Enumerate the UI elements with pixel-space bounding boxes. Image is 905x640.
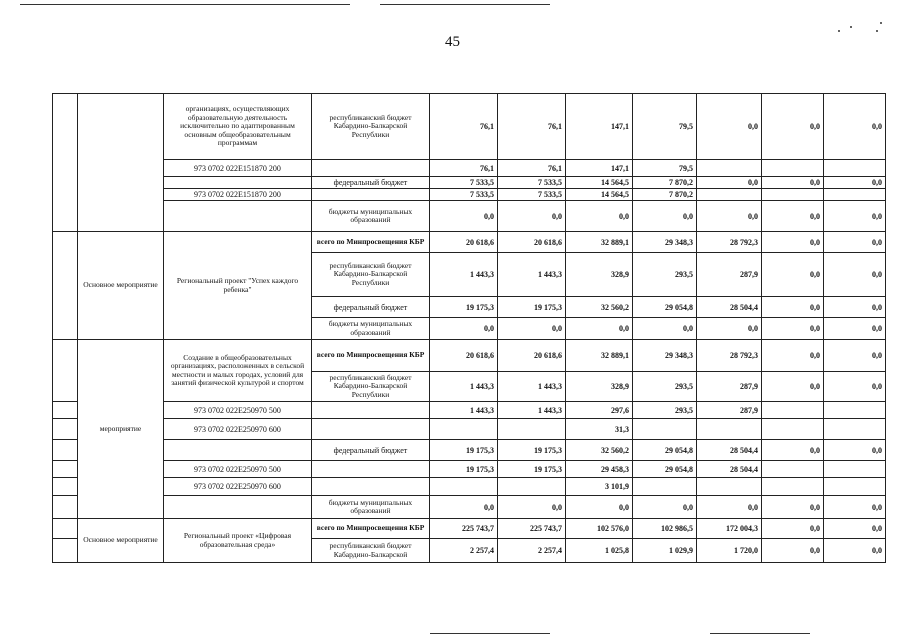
scan-speck: [850, 26, 852, 28]
value-cell: 0,0: [824, 340, 886, 372]
value-cell: [762, 402, 824, 419]
value-cell: [824, 419, 886, 440]
value-cell: 0,0: [824, 94, 886, 160]
value-cell: 1 443,3: [430, 402, 498, 419]
scan-line-bottom-mid: [430, 633, 550, 634]
value-cell: 20 618,6: [498, 340, 566, 372]
scan-speck: [838, 30, 840, 32]
status-cell: Основное мероприятие: [78, 232, 164, 340]
value-cell: 19 175,3: [430, 297, 498, 318]
value-cell: 0,0: [762, 232, 824, 253]
description-cell: Региональный проект "Успех каждого ребенка": [164, 232, 312, 340]
value-cell: 0,0: [566, 496, 633, 519]
value-cell: 328,9: [566, 253, 633, 297]
value-cell: [762, 478, 824, 496]
status-cell: мероприятие: [78, 340, 164, 519]
scan-line-bottom-right: [710, 633, 810, 634]
value-cell: 0,0: [762, 253, 824, 297]
funding-source-cell: республиканский бюджет Кабардино-Балкарской: [312, 539, 430, 563]
value-cell: 0,0: [633, 201, 697, 232]
funding-source-cell: федеральный бюджет: [312, 177, 430, 189]
funding-source-cell: федеральный бюджет: [312, 297, 430, 318]
value-cell: 0,0: [824, 253, 886, 297]
value-cell: 1 443,3: [430, 372, 498, 402]
value-cell: 14 564,5: [566, 189, 633, 201]
table-row: [53, 519, 886, 539]
value-cell: 29 054,8: [633, 297, 697, 318]
row-number-cell: [53, 94, 78, 232]
value-cell: 76,1: [498, 160, 566, 177]
value-cell: 0,0: [824, 440, 886, 461]
row-number-cell: [53, 419, 78, 440]
status-cell: [78, 94, 164, 232]
table-row: [53, 189, 886, 201]
value-cell: 20 618,6: [498, 232, 566, 253]
row-number-cell: [53, 496, 78, 519]
funding-source-cell: [312, 402, 430, 419]
value-cell: 28 504,4: [697, 461, 762, 478]
value-cell: 29 054,8: [633, 440, 697, 461]
value-cell: 0,0: [824, 496, 886, 519]
table-row: [53, 177, 886, 189]
value-cell: 328,9: [566, 372, 633, 402]
scan-line-top-left: [20, 4, 350, 5]
value-cell: 1 443,3: [498, 372, 566, 402]
funding-source-cell: республиканский бюджет Кабардино-Балкарской Республики: [312, 253, 430, 297]
value-cell: 19 175,3: [430, 461, 498, 478]
funding-source-cell: бюджеты муниципальных образований: [312, 201, 430, 232]
value-cell: 14 564,5: [566, 177, 633, 189]
value-cell: 0,0: [697, 496, 762, 519]
budget-code-cell: 973 0702 022E151870 200: [164, 189, 312, 201]
value-cell: 225 743,7: [430, 519, 498, 539]
value-cell: 225 743,7: [498, 519, 566, 539]
funding-source-cell: [312, 160, 430, 177]
value-cell: 297,6: [566, 402, 633, 419]
value-cell: 0,0: [762, 94, 824, 160]
funding-source-cell: всего по Минпросвещения КБР: [312, 232, 430, 253]
status-cell: Основное мероприятие: [78, 519, 164, 563]
budget-code-cell: 973 0702 022E250970 600: [164, 478, 312, 496]
value-cell: 0,0: [762, 440, 824, 461]
table-row: [53, 478, 886, 496]
value-cell: 28 504,4: [697, 440, 762, 461]
value-cell: 79,5: [633, 160, 697, 177]
funding-source-cell: бюджеты муниципальных образований: [312, 318, 430, 340]
value-cell: 29 348,3: [633, 340, 697, 372]
value-cell: [430, 419, 498, 440]
value-cell: [762, 189, 824, 201]
value-cell: 7 870,2: [633, 189, 697, 201]
value-cell: 20 618,6: [430, 232, 498, 253]
value-cell: 0,0: [566, 201, 633, 232]
value-cell: 293,5: [633, 253, 697, 297]
value-cell: 0,0: [430, 318, 498, 340]
value-cell: 1 443,3: [498, 402, 566, 419]
funding-source-cell: [312, 478, 430, 496]
scan-line-top-right: [380, 4, 550, 5]
value-cell: 0,0: [762, 177, 824, 189]
value-cell: 0,0: [762, 496, 824, 519]
value-cell: 28 792,3: [697, 340, 762, 372]
value-cell: 29 348,3: [633, 232, 697, 253]
value-cell: [697, 189, 762, 201]
value-cell: 31,3: [566, 419, 633, 440]
row-number-cell: [53, 232, 78, 340]
table-row: [53, 340, 886, 372]
value-cell: 0,0: [697, 201, 762, 232]
value-cell: 76,1: [430, 160, 498, 177]
value-cell: 32 560,2: [566, 440, 633, 461]
value-cell: 7 533,5: [430, 177, 498, 189]
value-cell: 2 257,4: [430, 539, 498, 563]
value-cell: 19 175,3: [498, 297, 566, 318]
description-cell: [164, 177, 312, 189]
funding-source-cell: республиканский бюджет Кабардино-Балкарской Республики: [312, 94, 430, 160]
value-cell: 32 560,2: [566, 297, 633, 318]
value-cell: [633, 478, 697, 496]
page-number: 45: [445, 34, 460, 50]
scan-speck: [876, 30, 878, 32]
value-cell: 287,9: [697, 372, 762, 402]
value-cell: 0,0: [824, 201, 886, 232]
value-cell: 19 175,3: [498, 461, 566, 478]
value-cell: 0,0: [762, 372, 824, 402]
description-cell: [164, 496, 312, 519]
value-cell: 1 025,8: [566, 539, 633, 563]
value-cell: [697, 160, 762, 177]
table-row: [53, 201, 886, 232]
value-cell: 0,0: [824, 519, 886, 539]
value-cell: 28 504,4: [697, 297, 762, 318]
row-number-cell: [53, 402, 78, 419]
value-cell: 0,0: [697, 94, 762, 160]
value-cell: 0,0: [824, 177, 886, 189]
value-cell: 79,5: [633, 94, 697, 160]
description-cell: Создание в общеобразовательных организациях, расположенных в сельской местности и малых городах, условий для занятий физической культурой и спортом: [164, 340, 312, 402]
value-cell: 29 054,8: [633, 461, 697, 478]
value-cell: 1 443,3: [430, 253, 498, 297]
value-cell: 0,0: [498, 201, 566, 232]
description-cell: Региональный проект «Цифровая образовательная среда»: [164, 519, 312, 563]
value-cell: [697, 478, 762, 496]
funding-source-cell: всего по Минпросвещения КБР: [312, 519, 430, 539]
budget-code-cell: 973 0702 022E250970 500: [164, 461, 312, 478]
description-cell: [164, 201, 312, 232]
value-cell: 0,0: [566, 318, 633, 340]
value-cell: 7 870,2: [633, 177, 697, 189]
value-cell: 1 443,3: [498, 253, 566, 297]
value-cell: 287,9: [697, 402, 762, 419]
value-cell: [824, 189, 886, 201]
value-cell: 0,0: [824, 232, 886, 253]
budget-code-cell: 973 0702 022E250970 500: [164, 402, 312, 419]
value-cell: 0,0: [762, 201, 824, 232]
value-cell: 0,0: [824, 372, 886, 402]
value-cell: 0,0: [824, 318, 886, 340]
value-cell: 0,0: [824, 297, 886, 318]
funding-source-cell: [312, 461, 430, 478]
value-cell: 0,0: [824, 539, 886, 563]
value-cell: 7 533,5: [430, 189, 498, 201]
table-row: [53, 461, 886, 478]
value-cell: 0,0: [762, 297, 824, 318]
value-cell: 0,0: [633, 318, 697, 340]
value-cell: 2 257,4: [498, 539, 566, 563]
row-number-cell: [53, 440, 78, 461]
budget-code-cell: 973 0702 022E151870 200: [164, 160, 312, 177]
row-number-cell: [53, 539, 78, 563]
funding-source-cell: федеральный бюджет: [312, 440, 430, 461]
value-cell: [762, 160, 824, 177]
value-cell: [498, 478, 566, 496]
description-cell: организациях, осуществляющих образовательную деятельность исключительно по адаптированным основным общеобразовательным программам: [164, 94, 312, 160]
scan-speck: [880, 22, 882, 24]
value-cell: 0,0: [430, 201, 498, 232]
table-row: [53, 440, 886, 461]
value-cell: [697, 419, 762, 440]
table-row: [53, 402, 886, 419]
value-cell: [762, 419, 824, 440]
value-cell: 32 889,1: [566, 232, 633, 253]
value-cell: 7 533,5: [498, 189, 566, 201]
budget-table: [52, 93, 886, 563]
description-cell: [164, 440, 312, 461]
funding-source-cell: бюджеты муниципальных образований: [312, 496, 430, 519]
value-cell: 76,1: [498, 94, 566, 160]
value-cell: 20 618,6: [430, 340, 498, 372]
value-cell: 0,0: [697, 177, 762, 189]
value-cell: [824, 160, 886, 177]
value-cell: [633, 419, 697, 440]
value-cell: 1 720,0: [697, 539, 762, 563]
value-cell: 0,0: [697, 318, 762, 340]
funding-source-cell: [312, 189, 430, 201]
table-row: [53, 419, 886, 440]
value-cell: [824, 478, 886, 496]
table-row: [53, 496, 886, 519]
value-cell: 32 889,1: [566, 340, 633, 372]
value-cell: 28 792,3: [697, 232, 762, 253]
value-cell: 293,5: [633, 402, 697, 419]
value-cell: 0,0: [762, 519, 824, 539]
value-cell: 0,0: [762, 318, 824, 340]
value-cell: 19 175,3: [430, 440, 498, 461]
table-row: [53, 232, 886, 253]
value-cell: 102 576,0: [566, 519, 633, 539]
value-cell: 0,0: [430, 496, 498, 519]
row-number-cell: [53, 461, 78, 478]
value-cell: 29 458,3: [566, 461, 633, 478]
value-cell: [762, 461, 824, 478]
row-number-cell: [53, 478, 78, 496]
funding-source-cell: республиканский бюджет Кабардино-Балкарской Республики: [312, 372, 430, 402]
value-cell: 147,1: [566, 160, 633, 177]
value-cell: [824, 461, 886, 478]
row-number-cell: [53, 340, 78, 402]
table-row: [53, 94, 886, 160]
value-cell: 7 533,5: [498, 177, 566, 189]
value-cell: 19 175,3: [498, 440, 566, 461]
value-cell: 0,0: [498, 496, 566, 519]
value-cell: [498, 419, 566, 440]
value-cell: 147,1: [566, 94, 633, 160]
funding-source-cell: всего по Минпросвещения КБР: [312, 340, 430, 372]
table-row: [53, 160, 886, 177]
value-cell: 293,5: [633, 372, 697, 402]
value-cell: 0,0: [498, 318, 566, 340]
value-cell: [430, 478, 498, 496]
value-cell: 172 004,3: [697, 519, 762, 539]
row-number-cell: [53, 519, 78, 539]
value-cell: 0,0: [633, 496, 697, 519]
value-cell: 3 101,9: [566, 478, 633, 496]
value-cell: 1 029,9: [633, 539, 697, 563]
value-cell: [824, 402, 886, 419]
value-cell: 102 986,5: [633, 519, 697, 539]
value-cell: 0,0: [762, 539, 824, 563]
value-cell: 0,0: [762, 340, 824, 372]
value-cell: 287,9: [697, 253, 762, 297]
funding-source-cell: [312, 419, 430, 440]
budget-code-cell: 973 0702 022E250970 600: [164, 419, 312, 440]
value-cell: 76,1: [430, 94, 498, 160]
